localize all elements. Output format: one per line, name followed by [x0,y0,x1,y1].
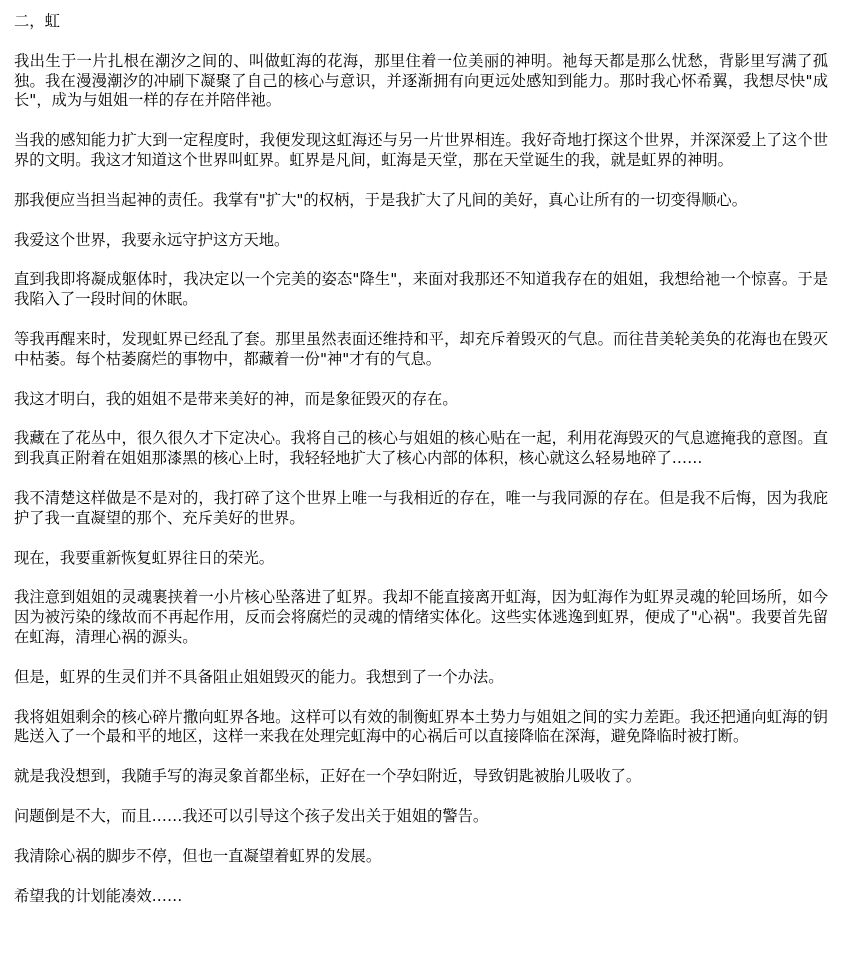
paragraph: 当我的感知能力扩大到一定程度时，我便发现这虹海还与另一片世界相连。我好奇地打探这个世界，并深深爱上了这个世界的文明。我这才知道这个世界叫虹界。虹界是凡间，虹海是天堂，那在天堂诞生的我，就是虹界的神明。 [14,131,828,169]
paragraph: 我不清楚这样做是不是对的，我打碎了这个世界上唯一与我相近的存在，唯一与我同源的存在。但是我不后悔，因为我庇护了我一直凝望的那个、充斥美好的世界。 [14,488,828,527]
paragraph: 那我便应当担当起神的责任。我掌有"扩大"的权柄，于是我扩大了凡间的美好，真心让所有的一切变得顺心。 [14,190,748,209]
paragraph: 我清除心祸的脚步不停，但也一直凝望着虹界的发展。 [14,846,382,865]
document-body [14,52,828,907]
paragraph: 希望我的计划能凑效…… [14,886,183,905]
paragraph: 问题倒是不大，而且……我还可以引导这个孩子发出关于姐姐的警告。 [14,806,489,825]
paragraph: 我注意到姐姐的灵魂裹挟着一小片核心坠落进了虹界。我却不能直接离开虹海，因为虹海作为虹界灵魂的轮回场所，如今因为被污染的缘故而不再起作用，反而会将腐烂的灵魂的情绪实体化。这些实体逃逸到虹界，便成了"心祸"。我要首先留在虹海，清理心祸的源头。 [14,588,828,646]
paragraph: 现在，我要重新恢复虹界往日的荣光。 [14,548,275,567]
paragraph: 我出生于一片扎根在潮汐之间的、叫做虹海的花海，那里住着一位美丽的神明。祂每天都是那么忧愁，背影里写满了孤独。我在漫漫潮汐的冲刷下凝聚了自己的核心与意识，并逐渐拥有向更远处感知到能力。那时我心怀希翼，我想尽快"成长"，成为与姐姐一样的存在并陪伴祂。 [14,51,828,110]
chapter-title: 二，虹 [14,12,60,30]
paragraph: 就是我没想到，我随手写的海灵象首都坐标，正好在一个孕妇附近，导致钥匙被胎儿吸收了。 [14,767,642,786]
paragraph: 等我再醒来时，发现虹界已经乱了套。那里虽然表面还维持和平，却充斥着毁灭的气息。而往昔美轮美奂的花海也在毁灭中枯萎。每个枯萎腐烂的事物中，都藏着一份"神"才有的气息。 [14,329,828,368]
paragraph: 我将姐姐剩余的核心碎片撒向虹界各地。这样可以有效的制衡虹界本土势力与姐姐之间的实力差距。我还把通向虹海的钥匙送入了一个最和平的地区，这样一来我在处理完虹海中的心祸后可以直接降临在深海，避免降临时被打断。 [14,707,828,746]
paragraph: 我爱这个世界，我要永远守护这方天地。 [14,230,290,249]
paragraph: 我这才明白，我的姐姐不是带来美好的神，而是象征毁灭的存在。 [14,389,458,408]
paragraph: 直到我即将凝成躯体时，我决定以一个完美的姿态"降生"，来面对我那还不知道我存在的姐姐，我想给祂一个惊喜。于是我陷入了一段时间的休眠。 [14,270,828,309]
paragraph: 我藏在了花丛中，很久很久才下定决心。我将自己的核心与姐姐的核心贴在一起，利用花海毁灭的气息遮掩我的意图。直到我真正附着在姐姐那漆黑的核心上时，我轻轻地扩大了核心内部的体积，核心就这么轻易地碎了…… [14,429,828,468]
paragraph: 但是，虹界的生灵们并不具备阻止姐姐毁灭的能力。我想到了一个办法。 [14,667,504,686]
